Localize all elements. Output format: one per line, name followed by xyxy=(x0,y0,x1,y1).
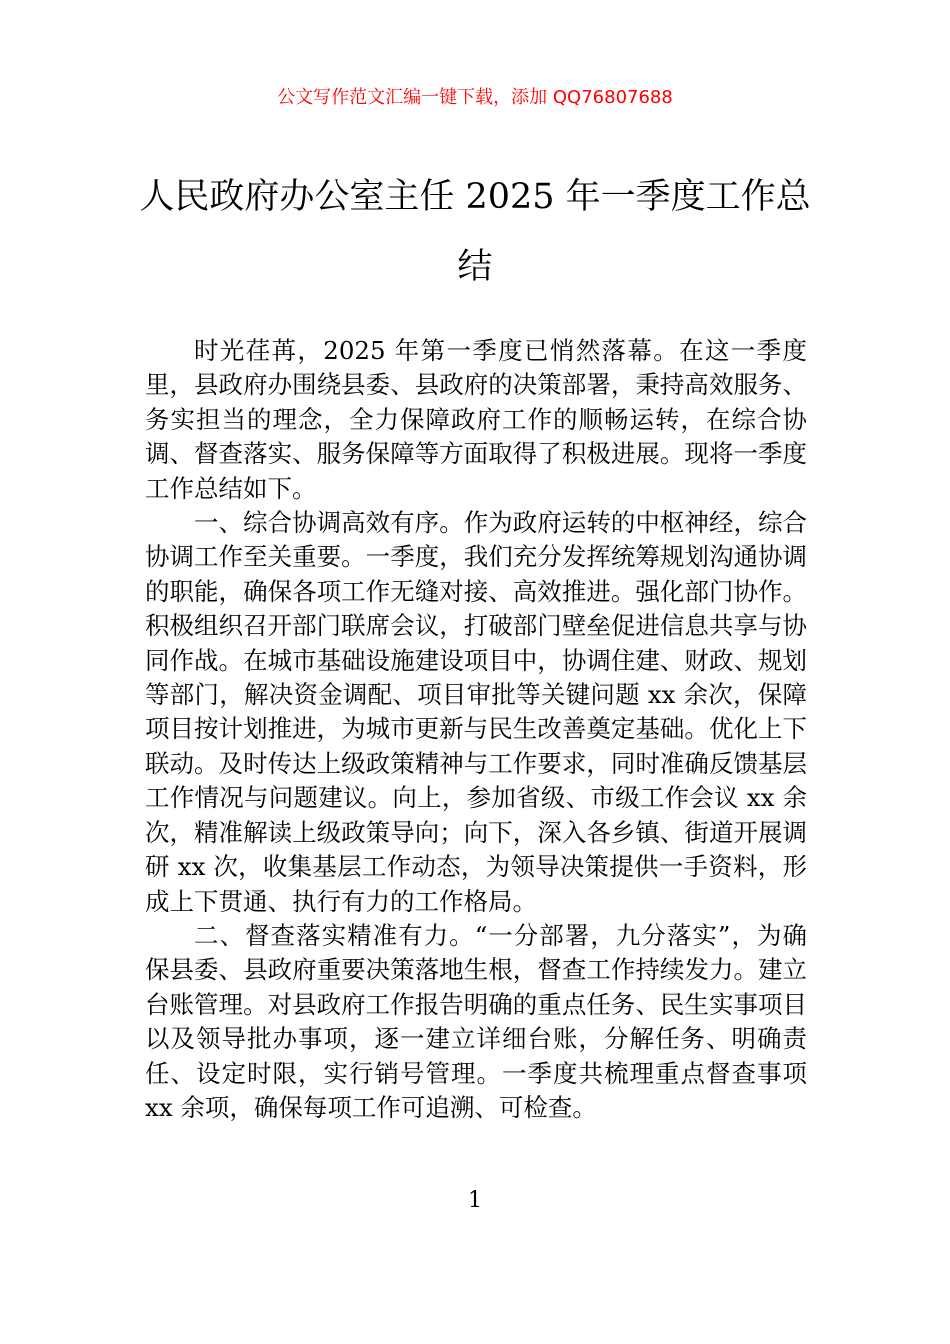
section-1-paragraph: 一、综合协调高效有序。作为政府运转的中枢神经，综合协调工作至关重要。一季度，我们充分发挥统筹规划沟通协调的职能，确保各项工作无缝对接、高效推进。强化部门协作。积极组织召开部门联席会议，打破部门壁垒促进信息共享与协同作战。在城市基础设施建设项目中，协调住建、财政、规划等部门，解决资金调配、项目审批等关键问题 xx 余次，保障项目按计划推进，为城市更新与民生改善奠定基础。优化上下联动。及时传达上级政策精神与工作要求，同时准确反馈基层工作情况与问题建议。向上，参加省级、市级工作会议 xx 余次，精准解读上级政策导向；向下，深入各乡镇、街道开展调研 xx 次，收集基层工作动态，为领导决策提供一手资料，形成上下贯通、执行有力的工作格局。 xyxy=(145,508,807,916)
section-2-paragraph: 二、督查落实精准有力。“一分部署，九分落实”，为确保县委、县政府重要决策落地生根，督查工作持续发力。建立台账管理。对县政府工作报告明确的重点任务、民生实事项目以及领导批办事项，逐一建立详细台账，分解任务、明确责任、设定时限，实行销号管理。一季度共梳理重点督查事项 xx 余项，确保每项工作可追溯、可检查。 xyxy=(145,920,807,1122)
document-title: 人民政府办公室主任 2025 年一季度工作总结 xyxy=(139,177,811,287)
document-body xyxy=(145,334,807,1125)
page-number: 1 xyxy=(468,1188,482,1213)
intro-paragraph: 时光荏苒，2025 年第一季度已悄然落幕。在这一季度里，县政府办围绕县委、县政府的决策部署，秉持高效服务、务实担当的理念，全力保障政府工作的顺畅运转，在综合协调、督查落实、服务保障等方面取得了积极进展。现将一季度工作总结如下。 xyxy=(145,336,807,503)
download-banner: 公文写作范文汇编一键下载，添加 QQ76807688 xyxy=(277,87,673,108)
